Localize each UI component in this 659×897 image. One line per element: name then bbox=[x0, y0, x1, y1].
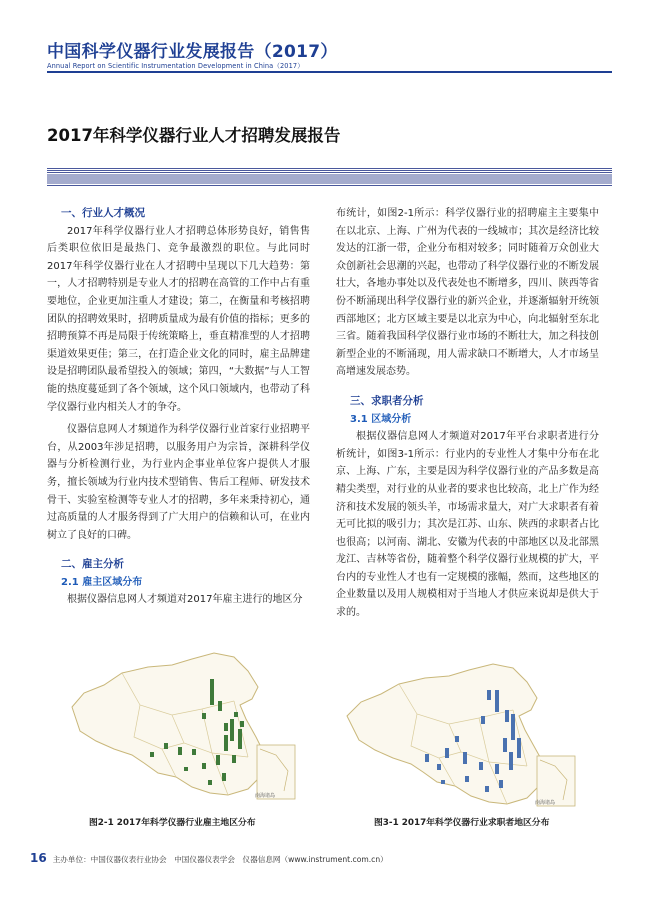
right-column bbox=[336, 205, 599, 622]
region-bar bbox=[224, 723, 228, 731]
jobseeker-region-map bbox=[337, 660, 592, 815]
region-bar bbox=[511, 714, 515, 740]
region-bar bbox=[178, 747, 182, 755]
region-bar bbox=[505, 710, 509, 722]
section-3-paragraph-1: 根据仪器信息网人才频道对2017年平台求职者进行分析统计，如图3-1所示：行业内的专业性人才集中分布在北京、上海、广东，主要是因为科学仪器行业的产品多数是高精尖类型，对行业的从业者的要求也比较高，北上广作为经济和技术发展的领头羊，市场需求量大，对广大求职者有着无可比拟的吸引力；其次是江苏、山东、陕西的求职者占比也很高；以河南、湖北、安徽为代表的中部地区以及北部黑龙江、吉林等省份，随着整个科学仪器行业规模的扩大，平台内的专业性人才也有一定规模的涨幅，然而，这些地区的企业数量以及用人规模相对于当地人才供应来说却是供大于求的。 bbox=[336, 431, 599, 619]
footer-organizers: 主办单位：中国仪器仪表行业协会 中国仪器仪表学会 仪器信息网（www.instrument.com.cn） bbox=[52, 855, 388, 864]
region-bar bbox=[517, 738, 521, 758]
region-bar bbox=[164, 743, 168, 749]
region-bar bbox=[192, 749, 196, 755]
region-bar bbox=[463, 752, 467, 764]
figure-3-1-caption: 图3-1 2017年科学仪器行业求职者地区分布 bbox=[374, 818, 550, 828]
region-bar bbox=[485, 786, 489, 792]
section-2-heading: 二、雇主分析 bbox=[61, 558, 124, 571]
south-china-sea-inset bbox=[537, 756, 575, 806]
region-bar bbox=[495, 764, 499, 774]
region-bar bbox=[455, 736, 459, 742]
inset-label: 南海诸岛 bbox=[535, 800, 556, 806]
region-bar bbox=[202, 763, 206, 769]
section-1-heading: 一、行业人才概况 bbox=[61, 207, 145, 219]
title-stripes-decoration bbox=[47, 168, 612, 187]
left-column bbox=[47, 205, 310, 609]
inset-label: 南海诸岛 bbox=[255, 793, 276, 799]
region-bar bbox=[238, 729, 242, 749]
region-bar bbox=[425, 754, 429, 762]
section-3-1-heading: 3.1 区域分析 bbox=[350, 413, 412, 425]
region-bar bbox=[509, 752, 513, 770]
region-bar bbox=[216, 755, 220, 765]
region-bar bbox=[487, 690, 491, 700]
region-bar bbox=[499, 780, 503, 788]
region-bar bbox=[222, 773, 226, 781]
region-bar bbox=[230, 719, 234, 741]
region-bar bbox=[208, 780, 212, 785]
region-bar bbox=[445, 748, 449, 758]
page-footer bbox=[30, 851, 388, 865]
region-bar bbox=[224, 735, 228, 751]
china-outline bbox=[347, 664, 545, 804]
region-bar bbox=[240, 721, 244, 727]
region-bar bbox=[218, 701, 222, 711]
page-number: 16 bbox=[30, 851, 47, 865]
region-bar bbox=[184, 767, 188, 771]
region-bar bbox=[441, 780, 445, 784]
china-outline bbox=[72, 653, 266, 795]
region-bar bbox=[495, 690, 499, 712]
section-1-paragraph-1: 2017年科学仪器行业人才招聘总体形势良好，销售售后类职位依旧是最热门、竞争最激烈的职位。与此同时2017年科学仪器行业在人才招聘中呈现以下几大趋势：第一，人才招聘特别是专业人才的招聘在高管的工作中占有重要地位，企业更加注重人才建设；第二，在衡量和考核招聘团队的招聘效果时，招聘质量成为最有价值的指标；更多的招聘预算不再是局限于传统策略上，垂直精准型的人才招聘渠道效果更佳；第三，在打造企业文化的同时，雇主品牌建设是招聘团队最希望投入的领域；第四，“大数据”与人工智能的热度蔓延到了各个领域，这个风口领域内，也带动了科学仪器行业内相关人才的争夺。 bbox=[47, 225, 310, 413]
region-bar bbox=[210, 679, 214, 705]
section-1-paragraph-2: 仪器信息网人才频道作为科学仪器行业首家行业招聘平台，从2003年涉足招聘，以服务用户为宗旨，深耕科学仪器与分析检测行业，为行业内企事业单位客户提供人才服务，擅长领域为行业内技术型销售、售后工程师、研发技术骨干、实验室检测等专业人才的招聘，多年来秉持初心，通过高质量的人才服务得到了广大用户的信赖和认可，在业内树立了良好的口碑。 bbox=[47, 424, 310, 541]
figure-2-1-caption: 图2-1 2017年科学仪器行业雇主地区分布 bbox=[89, 818, 256, 828]
report-title-cn: 中国科学仪器行业发展报告（2017） bbox=[47, 42, 338, 62]
region-bar bbox=[481, 716, 485, 724]
employer-region-map bbox=[52, 645, 307, 810]
region-bar bbox=[437, 764, 441, 770]
region-bar bbox=[503, 738, 507, 752]
region-bar bbox=[232, 755, 236, 763]
region-bar bbox=[234, 712, 238, 717]
region-bar bbox=[479, 762, 483, 770]
section-3-heading: 三、求职者分析 bbox=[350, 394, 424, 407]
section-2-1-heading: 2.1 雇主区域分布 bbox=[61, 576, 143, 588]
region-bar bbox=[202, 713, 206, 719]
article-title: 2017年科学仪器行业人才招聘发展报告 bbox=[47, 126, 341, 145]
header-rule bbox=[47, 71, 612, 73]
section-2-paragraph-1-cont: 布统计，如图2-1所示：科学仪器行业的招聘雇主主要集中在以北京、上海、广州为代表的一线城市；其次是经济比较发达的江浙一带，企业分布相对较多；同时随着万众创业大众创新社会思潮的兴起，也带动了科学仪器行业的不断发展壮大，各地办事处以及代表处也不断增多，四川、陕西等省份不断涌现出科学仪器行业的新兴企业，并逐渐辐射开统领西部地区；北方区域主要是以北京为中心，向北辐射至东北三省。随着我国科学仪器行业市场的不断壮大，加之科技创新型企业的不断涌现，用人需求缺口不断增大，人才市场呈高增速发展态势。 bbox=[336, 208, 599, 378]
section-2-paragraph-1: 根据仪器信息网人才频道对2017年雇主进行的地区分 bbox=[67, 594, 303, 606]
report-title-en: Annual Report on Scientific Instrumentation Development in China（2017） bbox=[47, 62, 304, 70]
region-bar bbox=[150, 752, 154, 757]
south-china-sea-inset bbox=[257, 745, 295, 799]
region-bar bbox=[465, 776, 469, 782]
